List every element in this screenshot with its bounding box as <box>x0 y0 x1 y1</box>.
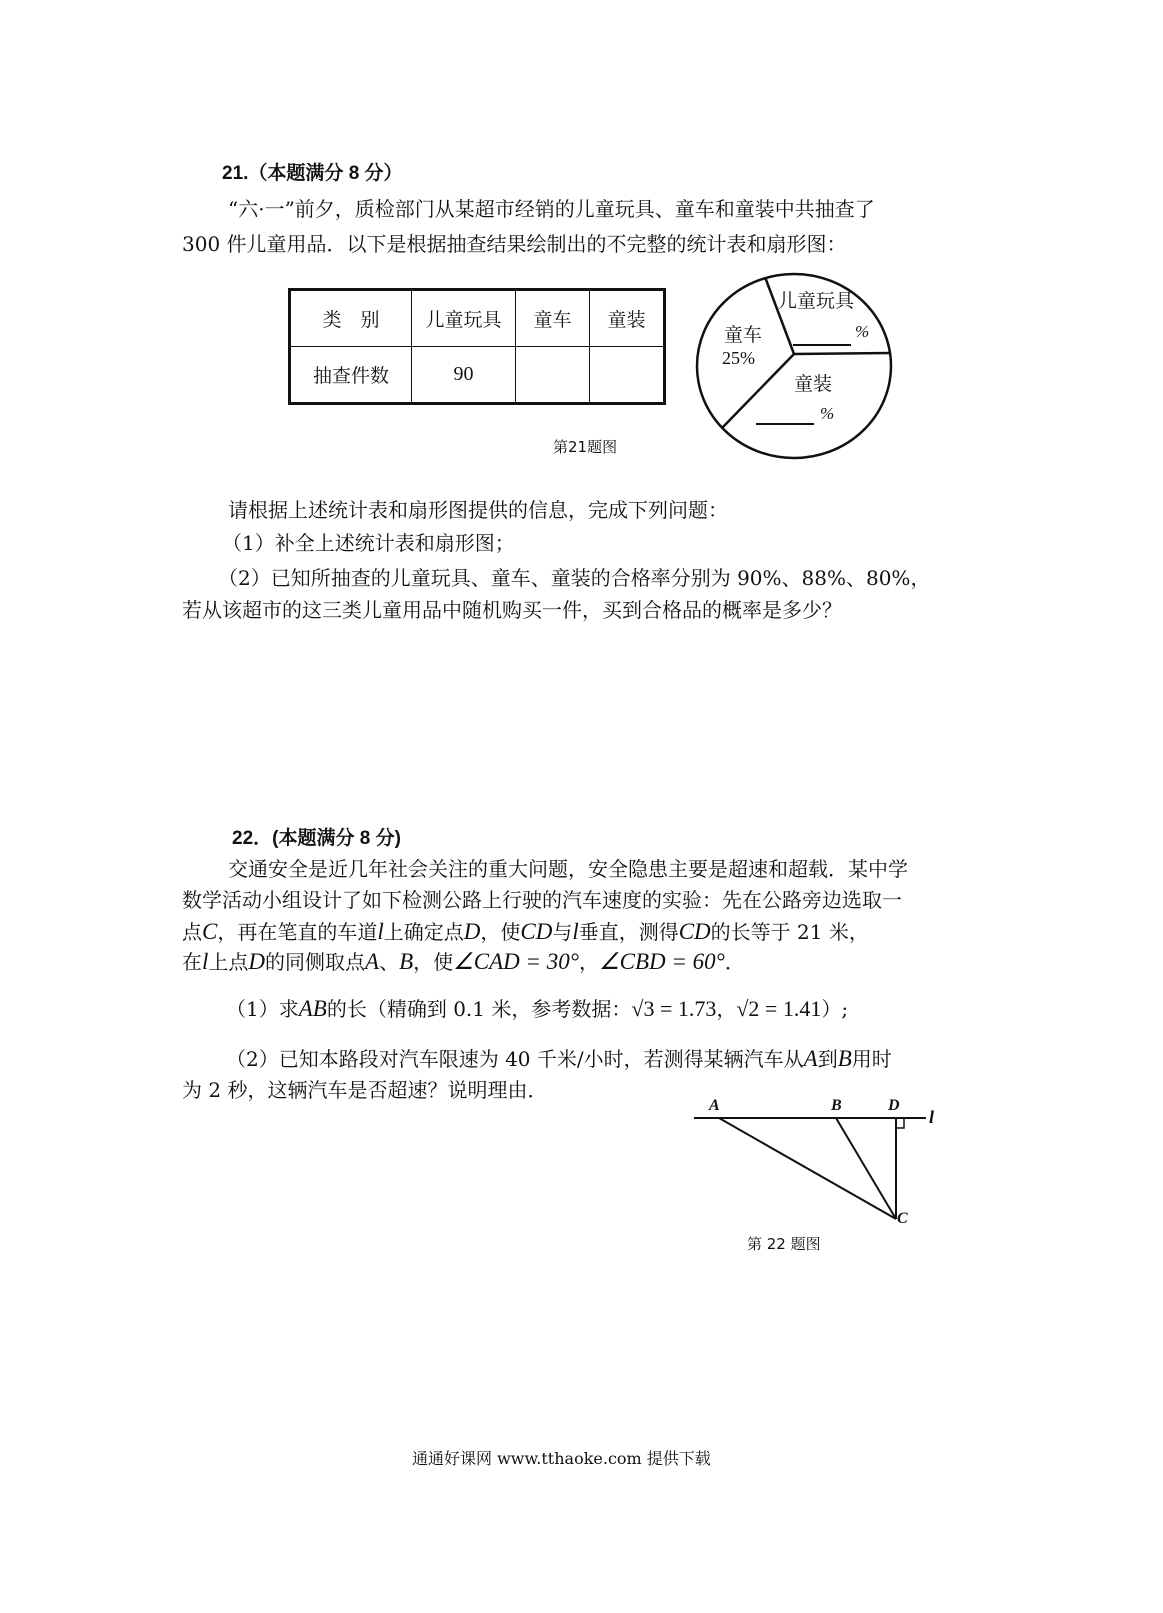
table-header-row <box>290 290 665 347</box>
q22-figure-caption: 第 22 题图 <box>747 1235 821 1253</box>
text-span: 在 <box>182 950 202 974</box>
text-span: （1）求 <box>226 997 299 1021</box>
point-label-a: A <box>709 1097 720 1114</box>
pie-label-toys: 儿童玩具 <box>778 290 855 312</box>
math-var: D <box>463 919 481 944</box>
table-cell: 90 <box>412 347 516 404</box>
text-span: ，使 <box>480 920 521 944</box>
text-span: 的长等于 21 米， <box>710 920 869 944</box>
table-header-cell: 童装 <box>590 290 665 347</box>
segment-ac <box>719 1118 896 1219</box>
math-var: A <box>803 1046 818 1071</box>
math-var: CD <box>520 919 553 944</box>
text-span: ，使 <box>413 950 454 974</box>
text-span: 垂直，测得 <box>578 920 679 944</box>
geometry-figure <box>690 1095 950 1235</box>
math-expression: ∠CBD = 60° <box>598 949 725 974</box>
math-expression: √3 = 1.73 <box>631 996 717 1021</box>
text-span: （2）已知本路段对汽车限速为 40 千米/小时，若测得某辆汽车从 <box>226 1047 804 1071</box>
q22-line2: 数学活动小组设计了如下检测公路上行驶的汽车速度的实验：先在公路旁边选取一 <box>182 888 902 912</box>
q21-prompt: 请根据上述统计表和扇形图提供的信息，完成下列问题： <box>228 498 728 522</box>
q21-figure-caption: 第21题图 <box>553 438 618 456</box>
pie-unit-clothes: % <box>820 404 835 423</box>
q21-part1: （1）补全上述统计表和扇形图； <box>222 531 515 555</box>
text-span: 、 <box>379 950 400 974</box>
q21-line2: 300 件儿童用品．以下是根据抽查结果绘制出的不完整的统计表和扇形图： <box>182 232 847 256</box>
math-expression: √2 = 1.41 <box>736 996 822 1021</box>
q22-line3 <box>182 916 869 948</box>
q22-heading: 22．(本题满分 8 分) <box>232 828 401 849</box>
point-label-c: C <box>897 1210 908 1227</box>
text-span: 点 <box>182 920 202 944</box>
q22-part1 <box>226 993 848 1025</box>
table-cell <box>590 347 665 404</box>
stats-table <box>288 288 666 405</box>
q21-part2-line1: （2）已知所抽查的儿童玩具、童车、童装的合格率分别为 90%、88%、80%， <box>218 566 931 590</box>
table-header-cell: 儿童玩具 <box>412 290 516 347</box>
math-var: AB <box>298 996 327 1021</box>
pie-divider <box>794 353 891 354</box>
text-span: 与 <box>552 920 573 944</box>
text-span: ． <box>724 950 745 974</box>
table-header-cell: 童车 <box>516 290 590 347</box>
table-header-cell: 类 别 <box>290 290 412 347</box>
q22-line1: 交通安全是近几年社会关注的重大问题，安全隐患主要是超速和超载．某中学 <box>228 857 908 881</box>
math-expression: ∠CAD = 30° <box>453 949 579 974</box>
q22-line4 <box>182 946 745 978</box>
table-cell: 抽查件数 <box>290 347 412 404</box>
text-span: ， <box>578 950 599 974</box>
right-angle-mark <box>896 1118 904 1128</box>
text-span: ）; <box>821 997 849 1021</box>
text-span: 用时 <box>851 1047 892 1071</box>
table-row <box>290 347 665 404</box>
math-var: B <box>837 1046 852 1071</box>
text-span: 的长（精确到 0.1 米，参考数据： <box>326 997 632 1021</box>
text-span: 到 <box>817 1047 838 1071</box>
q22-part2-line2: 为 2 秒，这辆汽车是否超速？说明理由． <box>182 1078 548 1102</box>
table-cell <box>516 347 590 404</box>
text-span: ， <box>716 997 737 1021</box>
text-span: 上确定点 <box>383 920 464 944</box>
segment-bc <box>836 1118 896 1219</box>
math-var: l <box>572 919 579 944</box>
text-span: 的同侧取点 <box>265 950 366 974</box>
pie-value-carts: 25% <box>722 348 755 368</box>
q21-part2-line2: 若从该超市的这三类儿童用品中随机购买一件，买到合格品的概率是多少？ <box>182 598 842 622</box>
math-var: CD <box>678 919 711 944</box>
math-var: B <box>399 949 414 974</box>
q21-line1: “六·一”前夕，质检部门从某超市经销的儿童玩具、童车和童装中共抽查了 <box>228 197 875 221</box>
text-span: ，再在笔直的车道 <box>217 920 378 944</box>
pie-label-carts: 童车 <box>724 324 763 346</box>
point-label-d: D <box>888 1097 900 1114</box>
pie-label-clothes: 童装 <box>794 373 833 395</box>
math-var: A <box>365 949 380 974</box>
math-var: C <box>202 919 218 944</box>
text-span: 上点 <box>208 950 249 974</box>
q21-heading: 21.（本题满分 8 分） <box>222 163 403 184</box>
line-label-l: l <box>929 1107 935 1127</box>
point-label-b: B <box>831 1097 842 1114</box>
q22-part2-line1 <box>226 1043 892 1075</box>
math-var: l <box>377 919 384 944</box>
math-var: D <box>248 949 266 974</box>
page-footer: 通通好课网 www.tthaoke.com 提供下载 <box>412 1449 711 1468</box>
math-var: l <box>202 949 209 974</box>
pie-unit-toys: % <box>855 322 870 341</box>
